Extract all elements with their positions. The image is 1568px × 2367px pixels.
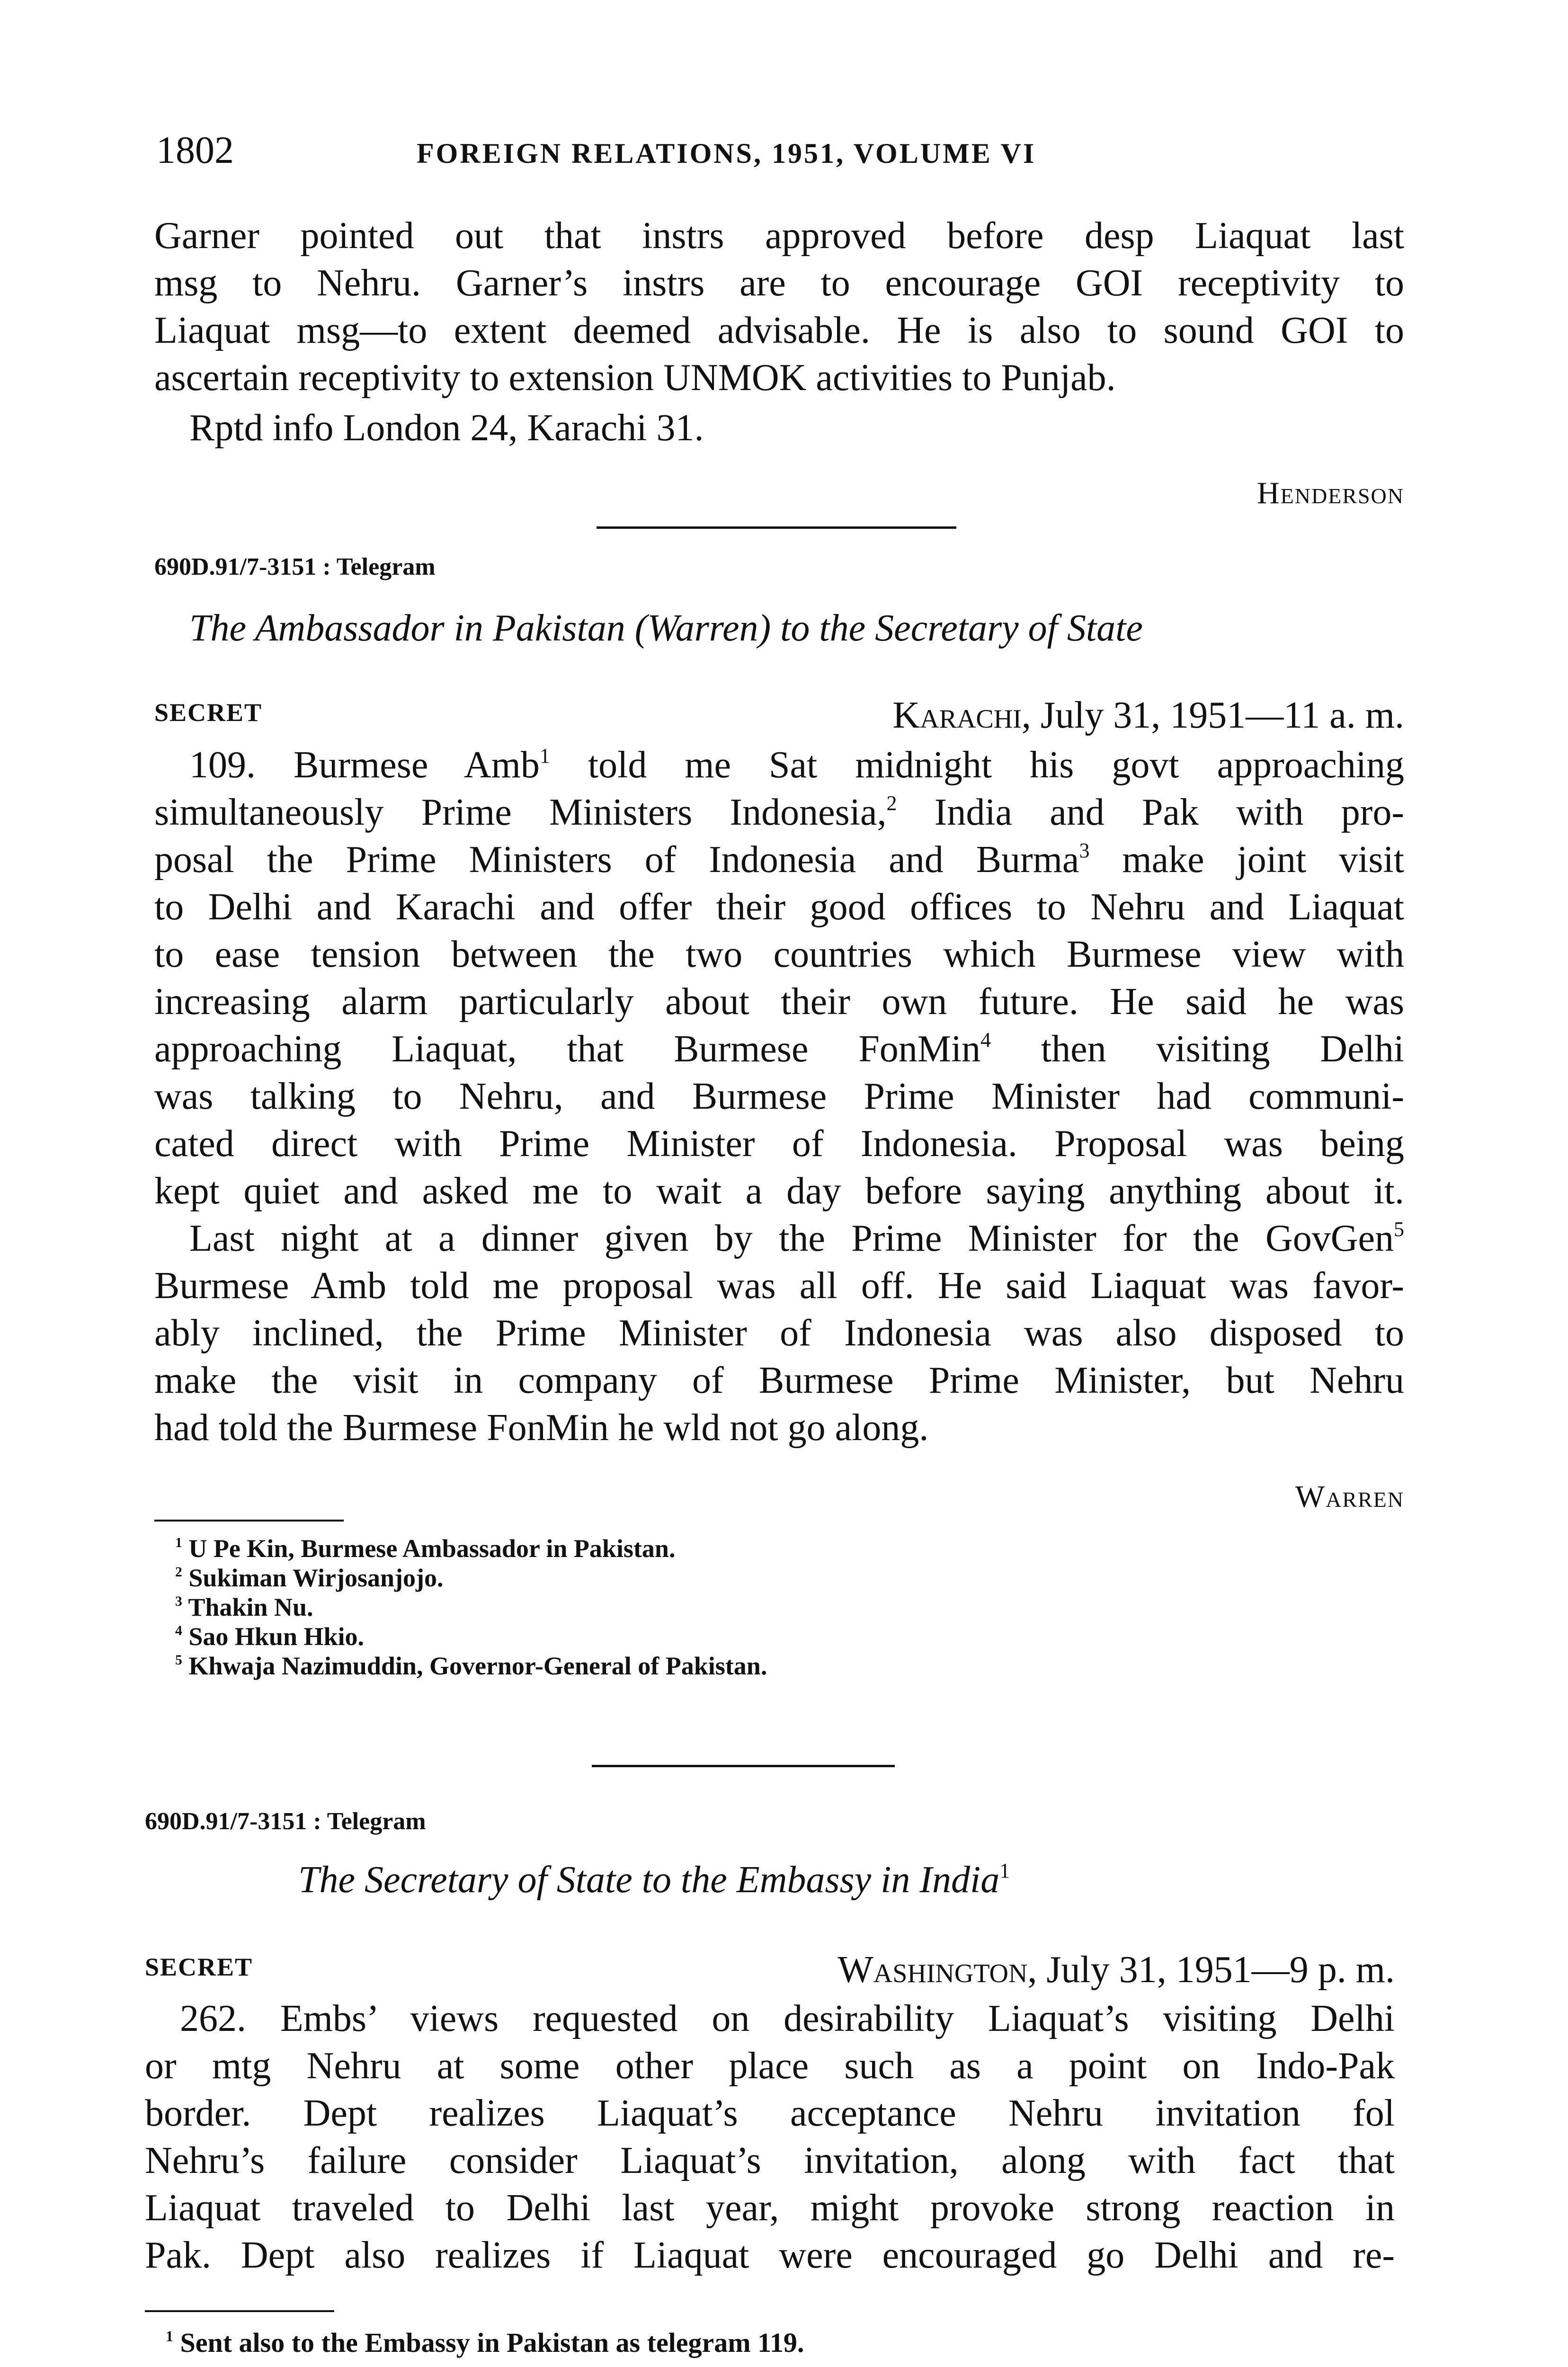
page-number: 1802: [156, 128, 234, 171]
message-paragraph-1: [154, 741, 1404, 1215]
footnote-ref: 4: [980, 1028, 991, 1052]
dateline: [837, 1949, 1395, 1992]
footnote-ref: 3: [1079, 839, 1090, 863]
continuation-paragraph: [154, 212, 1404, 401]
footnote-divider: [145, 2310, 334, 2312]
footnote-ref: 1: [999, 1859, 1010, 1883]
file-reference: 690D.91/7-3151 : Telegram: [145, 1808, 426, 1835]
signature-henderson: Henderson: [1256, 476, 1404, 510]
footnote-ref: 1: [539, 744, 550, 768]
dateline-place: Karachi: [892, 694, 1022, 736]
footnote-ref: 2: [886, 792, 897, 815]
text-line: 109. Burmese Amb$^1$ told me Sat midnight his govt approaching: [189, 744, 1404, 786]
classification-secret: SECRET: [154, 698, 263, 727]
footnote-divider: [154, 1520, 344, 1522]
document-title: The Ambassador in Pakistan (Warren) to the Secretary of State: [189, 607, 1143, 649]
text-line: Liaquat msg—to extent deemed advisable. He is also to sound GOI to: [154, 310, 1404, 351]
text-line: to ease tension between the two countries which Burmese view with: [154, 934, 1404, 975]
text-line: to Delhi and Karachi and offer their good offices to Nehru and Liaquat: [154, 886, 1404, 928]
text-line: border. Dept realizes Liaquat’s acceptance Nehru invitation fol: [145, 2092, 1395, 2134]
text-line: cated direct with Prime Minister of Indonesia. Proposal was being: [154, 1123, 1404, 1165]
text-line: ably inclined, the Prime Minister of Indonesia was also disposed to: [154, 1312, 1404, 1354]
section-divider: [592, 1765, 895, 1767]
text-line: increasing alarm particularly about their own future. He said he was: [154, 981, 1404, 1023]
message-paragraph-1: [145, 1995, 1395, 2279]
section-divider: [597, 526, 956, 529]
text-line: 262. Embs’ views requested on desirability Liaquat’s visiting Delhi: [180, 1998, 1395, 2039]
footnote: $^1$ Sent also to the Embassy in Pakistan as telegram 119.: [166, 2327, 804, 2358]
document-title: The Secretary of State to the Embassy in India$^1$: [298, 1859, 1010, 1901]
signature-warren: Warren: [1295, 1479, 1404, 1514]
dateline: [892, 694, 1404, 737]
text-line: Liaquat traveled to Delhi last year, might provoke strong reaction in: [145, 2187, 1395, 2229]
text-line: Nehru’s failure consider Liaquat’s invitation, along with fact that: [145, 2140, 1395, 2181]
text-line: Garner pointed out that instrs approved before desp Liaquat last: [154, 215, 1404, 257]
text-line: posal the Prime Ministers of Indonesia and Burma$^3$ make joint visit: [154, 839, 1405, 881]
text-line: simultaneously Prime Ministers Indonesia,$^2$ India and Pak with pro-: [154, 792, 1405, 833]
dateline-date: , July 31, 1951—9 p. m.: [1027, 1949, 1395, 1991]
text-line: was talking to Nehru, and Burmese Prime Minister had communi-: [154, 1076, 1404, 1117]
footnote: $^2$ Sukiman Wirjosanjojo.: [175, 1564, 444, 1592]
text-line: make the visit in company of Burmese Prime Minister, but Nehru: [154, 1360, 1404, 1401]
repeat-info-line: Rptd info London 24, Karachi 31.: [189, 407, 704, 449]
text-line: kept quiet and asked me to wait a day before saying anything about it.: [154, 1170, 1404, 1212]
file-reference: 690D.91/7-3151 : Telegram: [154, 553, 436, 580]
footnote: $^5$ Khwaja Nazimuddin, Governor-General of Pakistan.: [175, 1652, 767, 1680]
running-title: FOREIGN RELATIONS, 1951, VOLUME VI: [417, 138, 1036, 169]
footnote: $^4$ Sao Hkun Hkio.: [175, 1622, 365, 1651]
footnotes: [175, 1534, 767, 1681]
footnote-ref: 5: [1394, 1218, 1404, 1241]
footnote: $^1$ U Pe Kin, Burmese Ambassador in Pakistan.: [175, 1534, 676, 1563]
dateline-date: , July 31, 1951—11 a. m.: [1021, 694, 1404, 736]
text-line: Burmese Amb told me proposal was all off. He said Liaquat was favor-: [154, 1265, 1404, 1307]
dateline-place: Washington: [837, 1949, 1028, 1991]
text-line: had told the Burmese FonMin he wld not go along.: [154, 1407, 929, 1449]
text-line: approaching Liaquat, that Burmese FonMin$^4$ then visiting Delhi: [154, 1028, 1404, 1070]
message-paragraph-2: [154, 1215, 1404, 1451]
text-line: Last night at a dinner given by the Prime Minister for the GovGen$^5$: [189, 1218, 1404, 1259]
text-line: msg to Nehru. Garner’s instrs are to encourage GOI receptivity to: [154, 262, 1404, 304]
text-line: ascertain receptivity to extension UNMOK activities to Punjab.: [154, 357, 1116, 399]
text-line: or mtg Nehru at some other place such as a point on Indo-Pak: [145, 2045, 1395, 2087]
footnote: $^3$ Thakin Nu.: [175, 1593, 313, 1621]
text-line: Pak. Dept also realizes if Liaquat were encouraged go Delhi and re-: [145, 2234, 1395, 2276]
classification-secret: SECRET: [145, 1953, 253, 1981]
